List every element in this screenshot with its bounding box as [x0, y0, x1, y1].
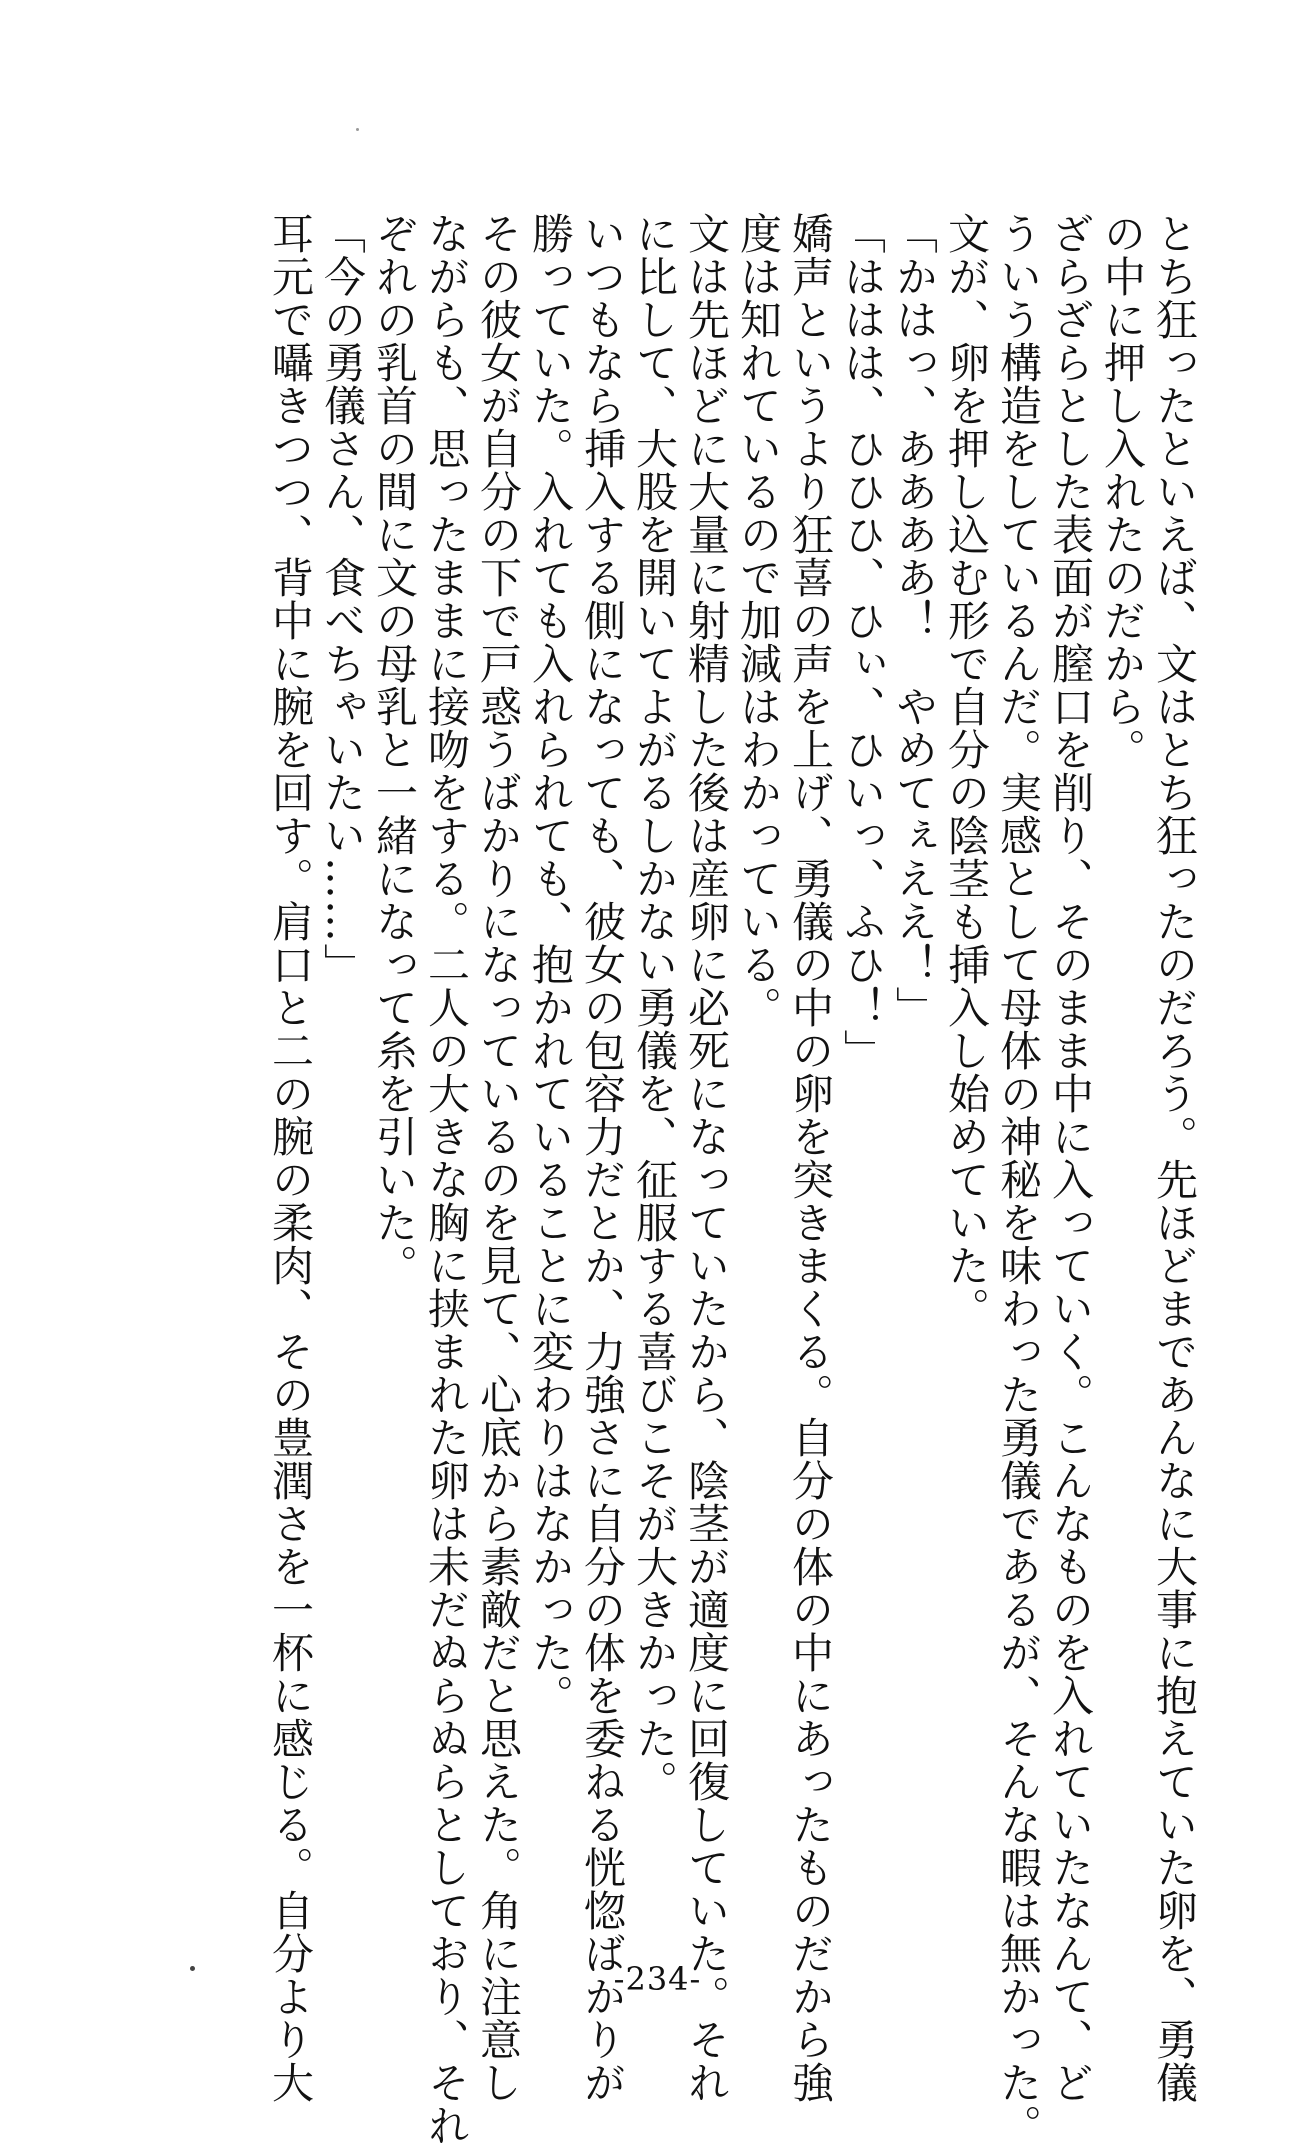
text-line: に比して、大股を開いてよがるしかない勇儀を、征服する喜びこそが大きかった。 [630, 212, 679, 1803]
text-line: その彼女が自分の下で戸惑うばかりになっているのを見て、心底から素敵だと思えた。角に注意し [474, 212, 523, 2104]
text-line: 文は先ほどに大量に射精した後は産卵に必死になっていたから、陰茎が適度に回復していた。それ [682, 212, 731, 2104]
text-line: 文が、卵を押し込む形で自分の陰茎も挿入し始めていた。 [942, 212, 991, 1330]
text-line: ぞれの乳首の間に文の母乳と一緒になって糸を引いた。 [370, 212, 419, 1287]
text-line: の中に押し入れたのだから。 [1098, 212, 1147, 771]
text-line: とち狂ったといえば、文はとち狂ったのだろう。先ほどまであんなに大事に抱えていた卵を、勇儀 [1150, 212, 1199, 2104]
scan-speck [356, 128, 359, 131]
text-line: 「かはっ、ああああ！ やめてぇええ！」 [890, 212, 939, 1029]
text-line: ういう構造をしているんだ。実感として母体の神秘を味わった勇儀であるが、そんな暇は無かった。 [994, 212, 1043, 2147]
text-line: 嬌声というより狂喜の声を上げ、勇儀の中の卵を突きまくる。自分の体の中にあったものだから強 [786, 212, 835, 2104]
text-line: 勝っていた。入れても入れられても、抱かれていることに変わりはなかった。 [526, 212, 575, 1717]
text-line: 耳元で囁きつつ、背中に腕を回す。肩口と二の腕の柔肉、その豊潤さを一杯に感じる。自分より大 [266, 212, 315, 2104]
text-line: 度は知れているので加減はわかっている。 [734, 212, 783, 1029]
text-line: 「今の勇儀さん、食べちゃいたい……」 [318, 212, 367, 986]
scan-speck [190, 1966, 195, 1971]
text-line: ざらざらとした表面が膣口を削り、そのまま中に入っていく。こんなものを入れていたなんて、ど [1046, 212, 1095, 2104]
text-line: いつもなら挿入する側になっても、彼女の包容力だとか、力強さに自分の体を委ねる恍惚ばかりが [578, 212, 627, 2104]
text-line: 「ははは、ひひひ、ひぃ、ひいっ、ふひ！」 [838, 212, 887, 1072]
text-line: ながらも、思ったままに接吻をする。二人の大きな胸に挟まれた卵は未だぬらぬらとしており、それ [422, 212, 471, 2147]
page-number: -234- [613, 1960, 702, 1998]
